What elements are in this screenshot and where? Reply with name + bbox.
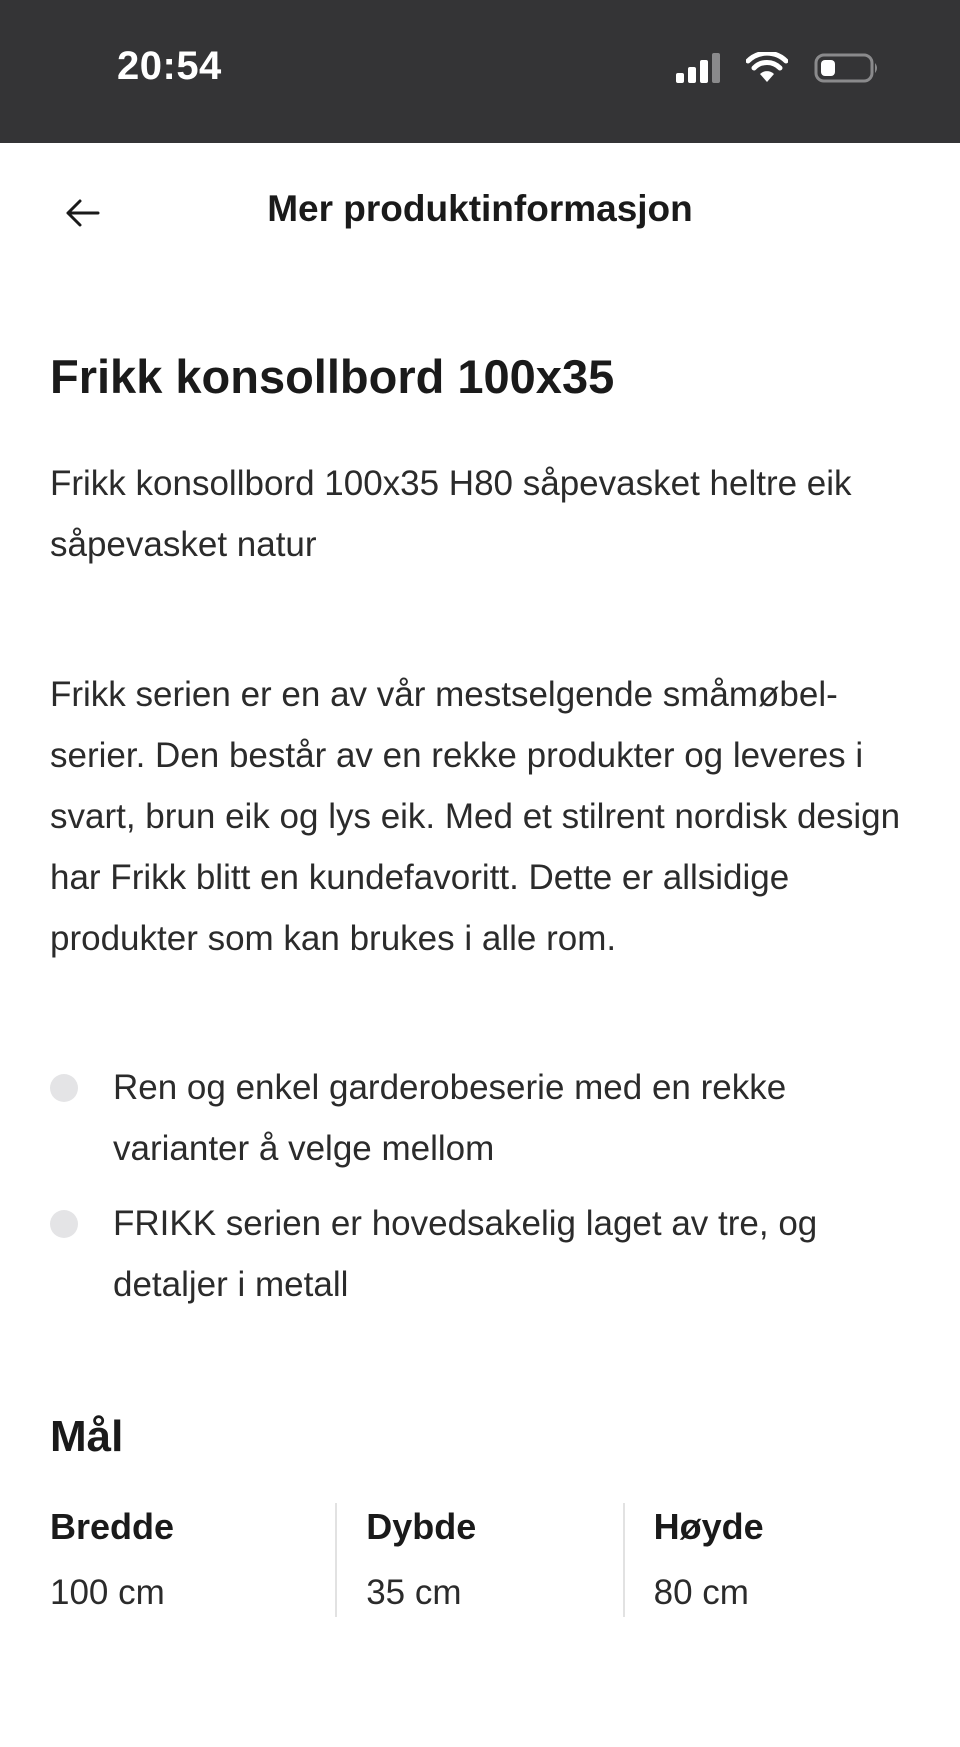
dimensions-table <box>50 1503 910 1617</box>
feature-text: FRIKK serien er hovedsakelig laget av tre, og detaljer i metall <box>113 1204 818 1304</box>
feature-list <box>50 1057 910 1315</box>
bullet-icon <box>50 1210 78 1238</box>
product-title: Frikk konsollbord 100x35 <box>50 350 615 403</box>
header <box>0 143 960 283</box>
dimension-height <box>623 1503 910 1617</box>
dimension-depth <box>335 1503 622 1617</box>
dimensions-heading: Mål <box>50 1412 124 1461</box>
product-info <box>50 345 910 1617</box>
status-time: 20:54 <box>117 44 222 88</box>
dimension-label: Dybde <box>366 1506 477 1547</box>
bullet-icon <box>50 1074 78 1102</box>
dimension-value: 35 cm <box>366 1573 462 1612</box>
wifi-icon <box>746 52 788 84</box>
cellular-signal-icon <box>676 53 720 83</box>
status-bar <box>0 0 960 143</box>
dimension-label: Bredde <box>50 1506 175 1547</box>
dimension-value: 80 cm <box>653 1573 749 1612</box>
feature-item <box>50 1193 910 1315</box>
battery-icon <box>814 52 880 84</box>
feature-text: Ren og enkel garderobeserie med en rekke varianter å velge mellom <box>113 1068 787 1168</box>
status-icons <box>676 52 880 84</box>
dimension-width <box>50 1503 335 1617</box>
product-subtitle: Frikk konsollbord 100x35 H80 såpevasket heltre eik såpevasket natur <box>50 464 852 564</box>
page-title: Mer produktinformasjon <box>267 188 693 229</box>
feature-item <box>50 1057 910 1179</box>
dimension-value: 100 cm <box>50 1573 165 1612</box>
product-description: Frikk serien er en av vår mestselgende småmøbel-serier. Den består av en rekke produkter og leveres i svart, brun eik og lys eik. Med et stilrent nordisk design har Frikk blitt en kundefavoritt. Dette er allsidige produkter som kan brukes i alle rom. <box>50 675 901 958</box>
dimension-label: Høyde <box>653 1506 764 1547</box>
